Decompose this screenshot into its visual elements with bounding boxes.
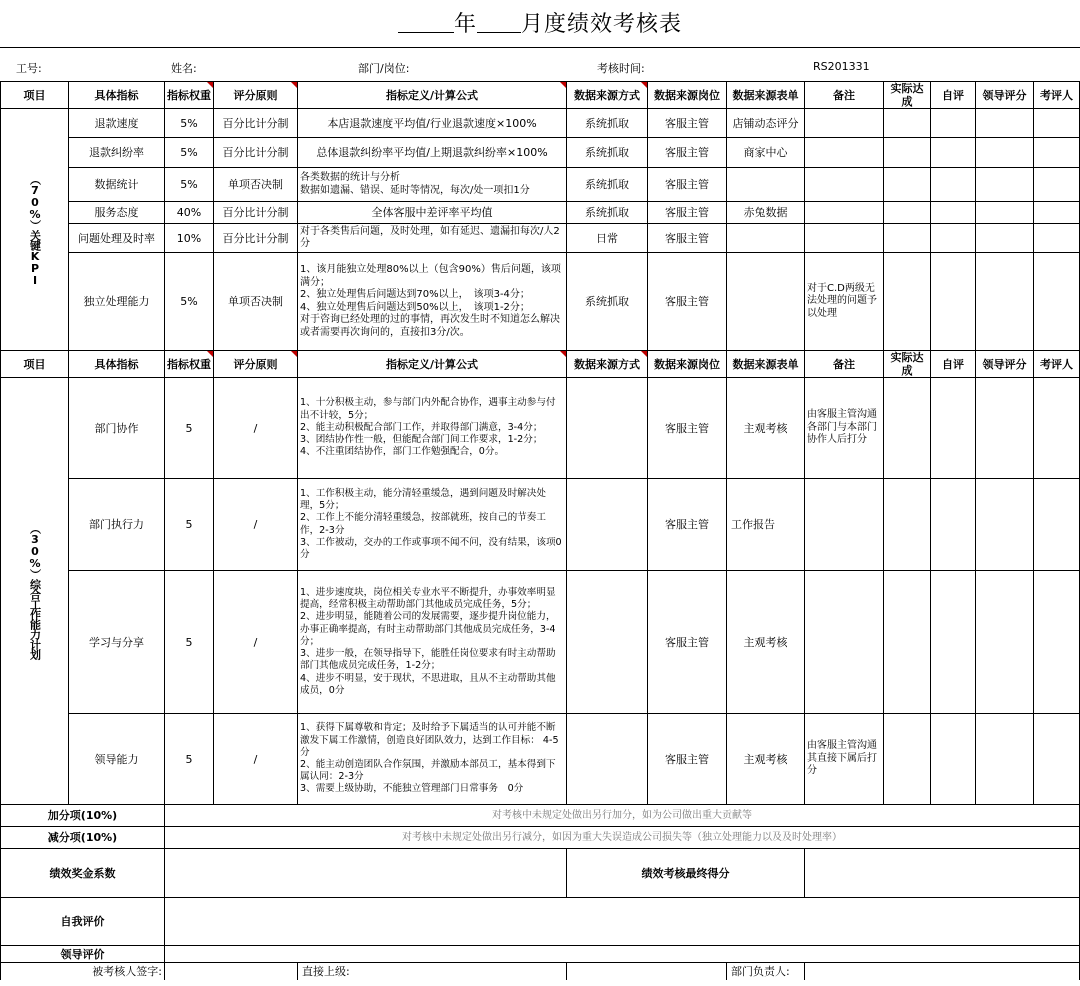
data-source-form bbox=[727, 168, 805, 202]
entry-cell[interactable] bbox=[884, 571, 931, 714]
name-label: 姓名: bbox=[171, 62, 197, 75]
dept-label: 部门/岗位: bbox=[358, 62, 410, 75]
entry-cell[interactable] bbox=[976, 571, 1034, 714]
indicator-name: 问题处理及时率 bbox=[69, 224, 165, 253]
entry-cell[interactable] bbox=[884, 224, 931, 253]
data-source-form: 赤兔数据 bbox=[727, 202, 805, 224]
scoring-rule: 单项否决制 bbox=[214, 168, 298, 202]
entry-cell[interactable] bbox=[976, 253, 1034, 351]
employee-signature[interactable] bbox=[165, 963, 298, 980]
data-source-method: 系统抓取 bbox=[567, 253, 648, 351]
form-code: RS201331 bbox=[813, 60, 870, 73]
column-header: 具体指标 bbox=[69, 351, 165, 378]
indicator-name: 退款速度 bbox=[69, 109, 165, 138]
entry-cell[interactable] bbox=[931, 138, 976, 168]
data-source-method bbox=[567, 571, 648, 714]
indicator-definition: 各类数据的统计与分析 数据如遗漏、错误、延时等情况，每次/处一项扣1分 bbox=[298, 168, 567, 202]
indicator-name: 学习与分享 bbox=[69, 571, 165, 714]
data-source-post: 客服主管 bbox=[648, 253, 727, 351]
entry-cell[interactable] bbox=[931, 202, 976, 224]
scoring-rule: 百分比计分制 bbox=[214, 224, 298, 253]
data-source-method: 系统抓取 bbox=[567, 109, 648, 138]
remark bbox=[805, 138, 884, 168]
column-header: 实际达成 bbox=[884, 82, 931, 109]
remark: 由客服主管沟通其直接下属后打分 bbox=[805, 714, 884, 805]
indicator-definition: 本店退款速度平均值/行业退款速度×100% bbox=[298, 109, 567, 138]
entry-cell[interactable] bbox=[931, 109, 976, 138]
column-header: 数据来源表单 bbox=[727, 82, 805, 109]
supervisor-signature-label: 直接上级: bbox=[298, 963, 567, 980]
deduct-label: 减分项(10%) bbox=[1, 827, 165, 849]
data-source-method: 系统抓取 bbox=[567, 168, 648, 202]
indicator-definition: 全体客服中差评率平均值 bbox=[298, 202, 567, 224]
indicator-weight: 5% bbox=[165, 168, 214, 202]
column-header: 数据来源岗位 bbox=[648, 82, 727, 109]
column-header: 领导评分 bbox=[976, 82, 1034, 109]
data-source-form bbox=[727, 224, 805, 253]
entry-cell[interactable] bbox=[931, 479, 976, 571]
entry-cell[interactable] bbox=[976, 224, 1034, 253]
scoring-rule: / bbox=[214, 378, 298, 479]
period-label: 考核时间: bbox=[597, 62, 645, 75]
indicator-definition: 1、工作积极主动，能分清轻重缓急，遇到问题及时解决处理，5分； 2、工作上不能分清轻重缓急，按部就班，按自己的节奏工作，2-3分 3、工作被动，交办的工作或事项不闻不问，没有结果，该项0分 bbox=[298, 479, 567, 571]
bonus-coefficient-label: 绩效奖金系数 bbox=[1, 849, 165, 898]
column-header: 项目 bbox=[1, 82, 69, 109]
entry-cell[interactable] bbox=[884, 202, 931, 224]
column-header: 指标权重 bbox=[165, 82, 214, 109]
data-source-form: 店铺动态评分 bbox=[727, 109, 805, 138]
entry-cell[interactable] bbox=[884, 138, 931, 168]
final-score-label: 绩效考核最终得分 bbox=[567, 849, 805, 898]
entry-cell[interactable] bbox=[1034, 714, 1080, 805]
signature-row bbox=[1, 963, 1080, 980]
kpi-row bbox=[1, 224, 1080, 253]
column-header: 指标定义/计算公式 bbox=[298, 351, 567, 378]
data-source-post: 客服主管 bbox=[648, 479, 727, 571]
data-source-post: 客服主管 bbox=[648, 109, 727, 138]
entry-cell[interactable] bbox=[931, 253, 976, 351]
data-source-post: 客服主管 bbox=[648, 714, 727, 805]
column-header: 评分原则 bbox=[214, 351, 298, 378]
entry-cell[interactable] bbox=[1034, 253, 1080, 351]
year-blank[interactable] bbox=[398, 8, 454, 33]
scoring-rule: 百分比计分制 bbox=[214, 202, 298, 224]
column-header: 指标权重 bbox=[165, 351, 214, 378]
remark: 由客服主管沟通各部门与本部门协作人后打分 bbox=[805, 378, 884, 479]
indicator-weight: 5 bbox=[165, 479, 214, 571]
ability-row bbox=[1, 479, 1080, 571]
indicator-definition: 1、获得下属尊敬和肯定；及时给予下属适当的认可并能不断激发下属工作激情，创造良好团队效力，达到工作目标： 4-5分 2、能主动创造团队合作氛围，并激励本部员工，基本得到下属认同：2-3分 3、需要上级协助，不能独立管理部门日常事务 0分 bbox=[298, 714, 567, 805]
page-title bbox=[0, 0, 1080, 48]
dept-head-signature[interactable] bbox=[805, 963, 1080, 980]
kpi-row bbox=[1, 202, 1080, 224]
remark: 对于C.D两级无法处理的问题予以处理 bbox=[805, 253, 884, 351]
entry-cell[interactable] bbox=[976, 168, 1034, 202]
data-source-post: 客服主管 bbox=[648, 224, 727, 253]
self-eval-row bbox=[1, 898, 1080, 946]
employee-signature-label: 被考核人签字: bbox=[1, 963, 165, 980]
entry-cell[interactable] bbox=[976, 714, 1034, 805]
entry-cell[interactable] bbox=[976, 138, 1034, 168]
data-source-method bbox=[567, 714, 648, 805]
remark bbox=[805, 202, 884, 224]
data-source-post: 客服主管 bbox=[648, 202, 727, 224]
supervisor-signature[interactable] bbox=[567, 963, 727, 980]
indicator-weight: 5 bbox=[165, 714, 214, 805]
column-header: 数据来源方式 bbox=[567, 82, 648, 109]
self-eval-value[interactable] bbox=[165, 898, 1080, 946]
column-header: 自评 bbox=[931, 82, 976, 109]
ability-section-label: （30%）综合工作能力计划 bbox=[1, 378, 69, 805]
column-header: 评分原则 bbox=[214, 82, 298, 109]
ability-row bbox=[1, 714, 1080, 805]
data-source-method bbox=[567, 378, 648, 479]
entry-cell[interactable] bbox=[976, 479, 1034, 571]
kpi-row bbox=[1, 138, 1080, 168]
ability-row bbox=[1, 378, 1080, 479]
column-header: 具体指标 bbox=[69, 82, 165, 109]
entry-cell[interactable] bbox=[931, 571, 976, 714]
kpi-row bbox=[1, 168, 1080, 202]
data-source-form: 主观考核 bbox=[727, 714, 805, 805]
column-header: 自评 bbox=[931, 351, 976, 378]
scoring-rule: 百分比计分制 bbox=[214, 138, 298, 168]
scoring-rule: / bbox=[214, 479, 298, 571]
kpi-row bbox=[1, 253, 1080, 351]
column-header: 备注 bbox=[805, 82, 884, 109]
self-eval-label: 自我评价 bbox=[1, 898, 165, 946]
entry-cell[interactable] bbox=[931, 168, 976, 202]
scoring-rule: 百分比计分制 bbox=[214, 109, 298, 138]
header-row bbox=[1, 82, 1080, 109]
column-header: 数据来源岗位 bbox=[648, 351, 727, 378]
indicator-name: 退款纠纷率 bbox=[69, 138, 165, 168]
indicator-definition: 总体退款纠纷率平均值/上期退款纠纷率×100% bbox=[298, 138, 567, 168]
entry-cell[interactable] bbox=[884, 253, 931, 351]
data-source-form bbox=[727, 253, 805, 351]
entry-cell[interactable] bbox=[884, 479, 931, 571]
column-header: 项目 bbox=[1, 351, 69, 378]
title-year: 年 bbox=[453, 12, 477, 37]
ability-row bbox=[1, 571, 1080, 714]
final-score-value[interactable] bbox=[805, 849, 1080, 898]
entry-cell[interactable] bbox=[1034, 378, 1080, 479]
entry-cell[interactable] bbox=[931, 714, 976, 805]
remark bbox=[805, 109, 884, 138]
employee-no-label: 工号: bbox=[16, 62, 42, 75]
deduct-row bbox=[1, 827, 1080, 849]
remark bbox=[805, 479, 884, 571]
data-source-method: 日常 bbox=[567, 224, 648, 253]
indicator-name: 独立处理能力 bbox=[69, 253, 165, 351]
info-row bbox=[0, 48, 1080, 81]
indicator-name: 数据统计 bbox=[69, 168, 165, 202]
kpi-section-label: （70%）关键KPI bbox=[1, 109, 69, 351]
column-header: 考评人 bbox=[1034, 351, 1080, 378]
indicator-name: 部门协作 bbox=[69, 378, 165, 479]
data-source-form: 主观考核 bbox=[727, 378, 805, 479]
bonus-row bbox=[1, 805, 1080, 827]
indicator-definition: 1、该月能独立处理80%以上（包含90%）售后问题，该项满分； 2、独立处理售后问题达到70%以上， 该项3-4分； 4、独立处理售后问题达到50%以上， 该项1-2分； 对于咨询已经处理的过的事情，再次发生时不知道怎么解决或者需要再次询问的，直接扣3分/次。 bbox=[298, 253, 567, 351]
indicator-definition: 1、十分积极主动，参与部门内外配合协作，遇事主动参与付出不计较，5分； 2、能主动积极配合部门工作，并取得部门满意，3-4分； 3、团结协作性一般，但能配合部门间工作要求，1-2分； 4、不注重团结协作，部门工作勉强配合，0分。 bbox=[298, 378, 567, 479]
column-header: 数据来源方式 bbox=[567, 351, 648, 378]
entry-cell[interactable] bbox=[976, 109, 1034, 138]
indicator-definition: 对于各类售后问题，及时处理，如有延迟、遗漏扣每次/人2分 bbox=[298, 224, 567, 253]
entry-cell[interactable] bbox=[931, 378, 976, 479]
entry-cell[interactable] bbox=[976, 202, 1034, 224]
deduct-description[interactable]: 对考核中未规定处做出另行减分，如因为重大失误造成公司损失等（独立处理能力以及及时处理率） bbox=[165, 827, 1080, 849]
entry-cell[interactable] bbox=[884, 168, 931, 202]
column-header: 考评人 bbox=[1034, 82, 1080, 109]
entry-cell[interactable] bbox=[1034, 138, 1080, 168]
column-header: 备注 bbox=[805, 351, 884, 378]
dept-head-signature-label: 部门负责人: bbox=[727, 963, 805, 980]
data-source-post: 客服主管 bbox=[648, 168, 727, 202]
indicator-name: 服务态度 bbox=[69, 202, 165, 224]
appraisal-table bbox=[0, 81, 1080, 980]
kpi-row bbox=[1, 109, 1080, 138]
data-source-form: 工作报告 bbox=[727, 479, 805, 571]
data-source-post: 客服主管 bbox=[648, 378, 727, 479]
bonus-label: 加分项(10%) bbox=[1, 805, 165, 827]
header-row bbox=[1, 351, 1080, 378]
indicator-weight: 5% bbox=[165, 109, 214, 138]
data-source-form: 主观考核 bbox=[727, 571, 805, 714]
indicator-weight: 5% bbox=[165, 138, 214, 168]
entry-cell[interactable] bbox=[884, 109, 931, 138]
entry-cell[interactable] bbox=[1034, 168, 1080, 202]
scoring-rule: 单项否决制 bbox=[214, 253, 298, 351]
indicator-name: 领导能力 bbox=[69, 714, 165, 805]
entry-cell[interactable] bbox=[931, 224, 976, 253]
indicator-weight: 5 bbox=[165, 378, 214, 479]
data-source-method: 系统抓取 bbox=[567, 202, 648, 224]
entry-cell[interactable] bbox=[884, 378, 931, 479]
bonus-coefficient-value[interactable] bbox=[165, 849, 567, 898]
entry-cell[interactable] bbox=[884, 714, 931, 805]
score-row bbox=[1, 849, 1080, 898]
leader-eval-row bbox=[1, 946, 1080, 963]
remark bbox=[805, 571, 884, 714]
column-header: 指标定义/计算公式 bbox=[298, 82, 567, 109]
column-header: 领导评分 bbox=[976, 351, 1034, 378]
entry-cell[interactable] bbox=[1034, 202, 1080, 224]
indicator-name: 部门执行力 bbox=[69, 479, 165, 571]
indicator-definition: 1、进步速度块，岗位相关专业水平不断提升，办事效率明显提高，经常积极主动帮助部门其他成员完成任务，5分； 2、进步明显，能随着公司的发展需要，逐步提升岗位能力，办事正确率提高，有时主动帮助部门其他成员完成任务，3-4分； 3、进步一般，在领导指导下，能胜任岗位要求有时主动帮助部门其他成员完成任务，1-2分； 4、进步不明显，安于现状，不思进取，且从不主动帮助其他成员，0分 bbox=[298, 571, 567, 714]
column-header: 实际达成 bbox=[884, 351, 931, 378]
month-blank[interactable] bbox=[477, 8, 521, 33]
title-text: 月度绩效考核表 bbox=[521, 12, 683, 37]
leader-eval-label: 领导评价 bbox=[1, 946, 165, 963]
scoring-rule: / bbox=[214, 571, 298, 714]
indicator-weight: 10% bbox=[165, 224, 214, 253]
scoring-rule: / bbox=[214, 714, 298, 805]
data-source-post: 客服主管 bbox=[648, 571, 727, 714]
entry-cell[interactable] bbox=[1034, 479, 1080, 571]
entry-cell[interactable] bbox=[1034, 109, 1080, 138]
column-header: 数据来源表单 bbox=[727, 351, 805, 378]
data-source-method: 系统抓取 bbox=[567, 138, 648, 168]
indicator-weight: 40% bbox=[165, 202, 214, 224]
data-source-method bbox=[567, 479, 648, 571]
data-source-post: 客服主管 bbox=[648, 138, 727, 168]
bonus-description[interactable]: 对考核中未规定处做出另行加分，如为公司做出重大贡献等 bbox=[165, 805, 1080, 827]
remark bbox=[805, 168, 884, 202]
leader-eval-value[interactable] bbox=[165, 946, 1080, 963]
entry-cell[interactable] bbox=[1034, 224, 1080, 253]
indicator-weight: 5 bbox=[165, 571, 214, 714]
entry-cell[interactable] bbox=[976, 378, 1034, 479]
remark bbox=[805, 224, 884, 253]
data-source-form: 商家中心 bbox=[727, 138, 805, 168]
indicator-weight: 5% bbox=[165, 253, 214, 351]
entry-cell[interactable] bbox=[1034, 571, 1080, 714]
